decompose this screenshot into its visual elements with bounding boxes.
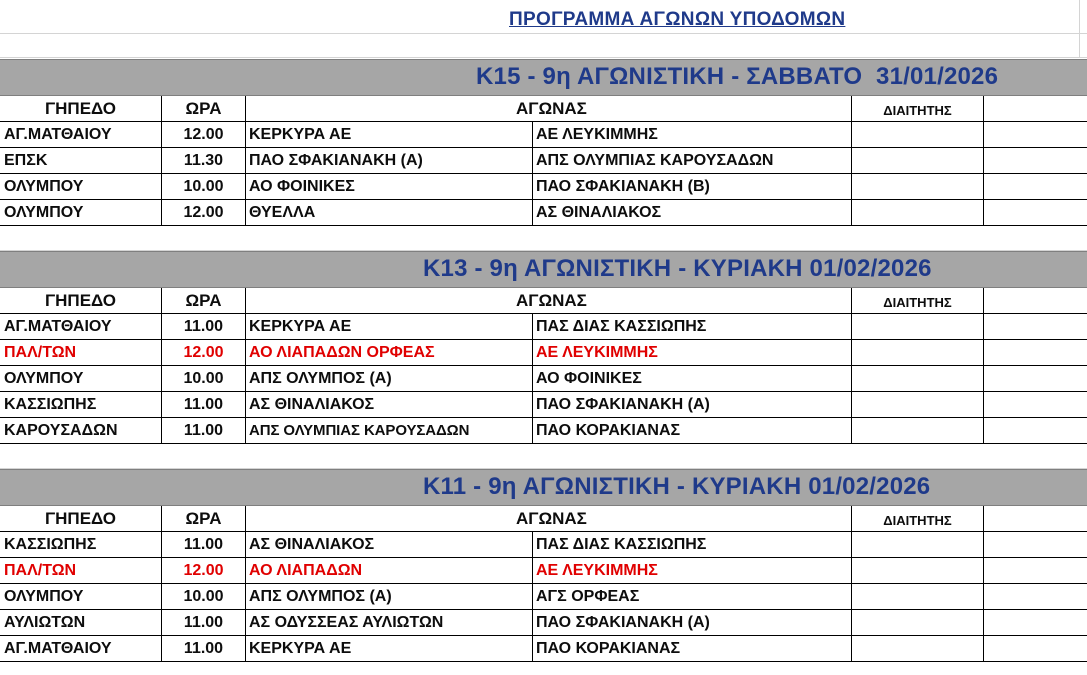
header-match: ΑΓΩΝΑΣ — [516, 291, 587, 310]
table-row — [0, 532, 1087, 558]
section-title: Κ15 - 9η ΑΓΩΝΙΣΤΙΚΗ - ΣΑΒΒΑΤΟ 31/01/2026 — [476, 63, 999, 90]
time-cell: 11.00 — [162, 314, 246, 340]
referee-cell — [852, 340, 984, 366]
away-team-cell: ΑΕ ΛΕΥΚΙΜΜΗΣ — [533, 340, 852, 366]
venue-cell: ΑΥΛΙΩΤΩΝ — [0, 610, 162, 636]
time-cell: 11.00 — [162, 392, 246, 418]
home-team-cell: ΑΣ ΟΔΥΣΣΕΑΣ ΑΥΛΙΩΤΩΝ — [246, 610, 533, 636]
header-referee: ΔΙΑΙΤΗΤΗΣ — [852, 96, 984, 122]
venue-cell: ΟΛΥΜΠΟΥ — [0, 366, 162, 392]
referee-cell — [852, 418, 984, 444]
table-row — [0, 610, 1087, 636]
time-cell: 10.00 — [162, 366, 246, 392]
table-row — [0, 392, 1087, 418]
section-title: Κ11 - 9η ΑΓΩΝΙΣΤΙΚΗ - ΚΥΡΙΑΚΗ 01/02/2026 — [423, 473, 931, 500]
table-row — [0, 584, 1087, 610]
venue-cell: ΟΛΥΜΠΟΥ — [0, 174, 162, 200]
sheet-gridline — [1079, 0, 1080, 58]
time-cell: 12.00 — [162, 558, 246, 584]
away-team-cell: ΠΑΟ ΚΟΡΑΚΙΑΝΑΣ — [533, 636, 852, 662]
time-cell: 11.30 — [162, 148, 246, 174]
away-team-cell: ΠΑΟ ΚΟΡΑΚΙΑΝΑΣ — [533, 418, 852, 444]
table-header-row — [0, 506, 1087, 532]
venue-cell: ΚΑΣΣΙΩΠΗΣ — [0, 532, 162, 558]
venue-cell: ΟΛΥΜΠΟΥ — [0, 584, 162, 610]
home-team-cell: ΑΟ ΛΙΑΠΑΔΩΝ ΟΡΦΕΑΣ — [246, 340, 533, 366]
home-team-cell: ΑΠΣ ΟΛΥΜΠΟΣ (Α) — [246, 366, 533, 392]
table-row — [0, 314, 1087, 340]
table-row-highlighted — [0, 340, 1087, 366]
venue-cell: ΑΓ.ΜΑΤΘΑΙΟΥ — [0, 636, 162, 662]
venue-cell: ΕΠΣΚ — [0, 148, 162, 174]
home-team-cell: ΚΕΡΚΥΡΑ ΑΕ — [246, 122, 533, 148]
away-team-cell: ΠΑΟ ΣΦΑΚΙΑΝΑΚΗ (Β) — [533, 174, 852, 200]
table-row — [0, 636, 1087, 662]
referee-cell — [852, 174, 984, 200]
referee-cell — [852, 122, 984, 148]
header-time: ΩΡΑ — [162, 288, 246, 314]
header-venue: ΓΗΠΕΔΟ — [0, 506, 162, 532]
away-team-cell: ΑΠΣ ΟΛΥΜΠΙΑΣ ΚΑΡΟΥΣΑΔΩΝ — [533, 148, 852, 174]
sheet-gridline — [0, 57, 1087, 58]
time-cell: 11.00 — [162, 532, 246, 558]
away-team-cell: ΠΑΣ ΔΙΑΣ ΚΑΣΣΙΩΠΗΣ — [533, 314, 852, 340]
away-team-cell: ΠΑΣ ΔΙΑΣ ΚΑΣΣΙΩΠΗΣ — [533, 532, 852, 558]
table-row — [0, 366, 1087, 392]
home-team-cell: ΑΟ ΛΙΑΠΑΔΩΝ — [246, 558, 533, 584]
table-row — [0, 148, 1087, 174]
time-cell: 12.00 — [162, 200, 246, 226]
header-time: ΩΡΑ — [162, 96, 246, 122]
section-banner — [0, 251, 1087, 288]
sheet-gridline — [0, 33, 1087, 34]
table-row — [0, 122, 1087, 148]
home-team-cell: ΑΠΣ ΟΛΥΜΠΙΑΣ ΚΑΡΟΥΣΑΔΩΝ — [246, 418, 533, 444]
section-banner — [0, 59, 1087, 96]
away-team-cell: ΑΓΣ ΟΡΦΕΑΣ — [533, 584, 852, 610]
page-title: ΠΡΟΓΡΑΜΜΑ ΑΓΩΝΩΝ ΥΠΟΔΟΜΩΝ — [509, 9, 846, 30]
time-cell: 10.00 — [162, 174, 246, 200]
away-team-cell: ΠΑΟ ΣΦΑΚΙΑΝΑΚΗ (Α) — [533, 610, 852, 636]
table-header-row — [0, 288, 1087, 314]
away-team-cell: ΑΟ ΦΟΙΝΙΚΕΣ — [533, 366, 852, 392]
header-referee: ΔΙΑΙΤΗΤΗΣ — [852, 506, 984, 532]
referee-cell — [852, 610, 984, 636]
home-team-cell: ΘΥΕΛΛΑ — [246, 200, 533, 226]
header-time: ΩΡΑ — [162, 506, 246, 532]
time-cell: 11.00 — [162, 610, 246, 636]
header-venue: ΓΗΠΕΔΟ — [0, 96, 162, 122]
referee-cell — [852, 558, 984, 584]
header-match: ΑΓΩΝΑΣ — [516, 509, 587, 528]
venue-cell: ΑΓ.ΜΑΤΘΑΙΟΥ — [0, 122, 162, 148]
venue-cell: ΟΛΥΜΠΟΥ — [0, 200, 162, 226]
venue-cell: ΠΑΛ/ΤΩΝ — [0, 558, 162, 584]
header-venue: ΓΗΠΕΔΟ — [0, 288, 162, 314]
home-team-cell: ΠΑΟ ΣΦΑΚΙΑΝΑΚΗ (Α) — [246, 148, 533, 174]
time-cell: 12.00 — [162, 122, 246, 148]
section-banner — [0, 469, 1087, 506]
away-team-cell: ΑΕ ΛΕΥΚΙΜΜΗΣ — [533, 558, 852, 584]
referee-cell — [852, 392, 984, 418]
referee-cell — [852, 636, 984, 662]
header-match: ΑΓΩΝΑΣ — [516, 99, 587, 118]
referee-cell — [852, 314, 984, 340]
referee-cell — [852, 200, 984, 226]
venue-cell: ΑΓ.ΜΑΤΘΑΙΟΥ — [0, 314, 162, 340]
section-title: Κ13 - 9η ΑΓΩΝΙΣΤΙΚΗ - ΚΥΡΙΑΚΗ 01/02/2026 — [423, 255, 932, 282]
referee-cell — [852, 148, 984, 174]
header-referee: ΔΙΑΙΤΗΤΗΣ — [852, 288, 984, 314]
away-team-cell: ΠΑΟ ΣΦΑΚΙΑΝΑΚΗ (Α) — [533, 392, 852, 418]
time-cell: 10.00 — [162, 584, 246, 610]
table-row — [0, 418, 1087, 444]
home-team-cell: ΑΣ ΘΙΝΑΛΙΑΚΟΣ — [246, 392, 533, 418]
time-cell: 11.00 — [162, 418, 246, 444]
table-row — [0, 174, 1087, 200]
referee-cell — [852, 584, 984, 610]
home-team-cell: ΑΠΣ ΟΛΥΜΠΟΣ (Α) — [246, 584, 533, 610]
away-team-cell: ΑΕ ΛΕΥΚΙΜΜΗΣ — [533, 122, 852, 148]
home-team-cell: ΑΣ ΘΙΝΑΛΙΑΚΟΣ — [246, 532, 533, 558]
table-header-row — [0, 96, 1087, 122]
referee-cell — [852, 366, 984, 392]
venue-cell: ΚΑΡΟΥΣΑΔΩΝ — [0, 418, 162, 444]
home-team-cell: ΚΕΡΚΥΡΑ ΑΕ — [246, 314, 533, 340]
home-team-cell: ΑΟ ΦΟΙΝΙΚΕΣ — [246, 174, 533, 200]
time-cell: 12.00 — [162, 340, 246, 366]
table-row-highlighted — [0, 558, 1087, 584]
referee-cell — [852, 532, 984, 558]
home-team-cell: ΚΕΡΚΥΡΑ ΑΕ — [246, 636, 533, 662]
table-row — [0, 200, 1087, 226]
away-team-cell: ΑΣ ΘΙΝΑΛΙΑΚΟΣ — [533, 200, 852, 226]
time-cell: 11.00 — [162, 636, 246, 662]
venue-cell: ΠΑΛ/ΤΩΝ — [0, 340, 162, 366]
venue-cell: ΚΑΣΣΙΩΠΗΣ — [0, 392, 162, 418]
